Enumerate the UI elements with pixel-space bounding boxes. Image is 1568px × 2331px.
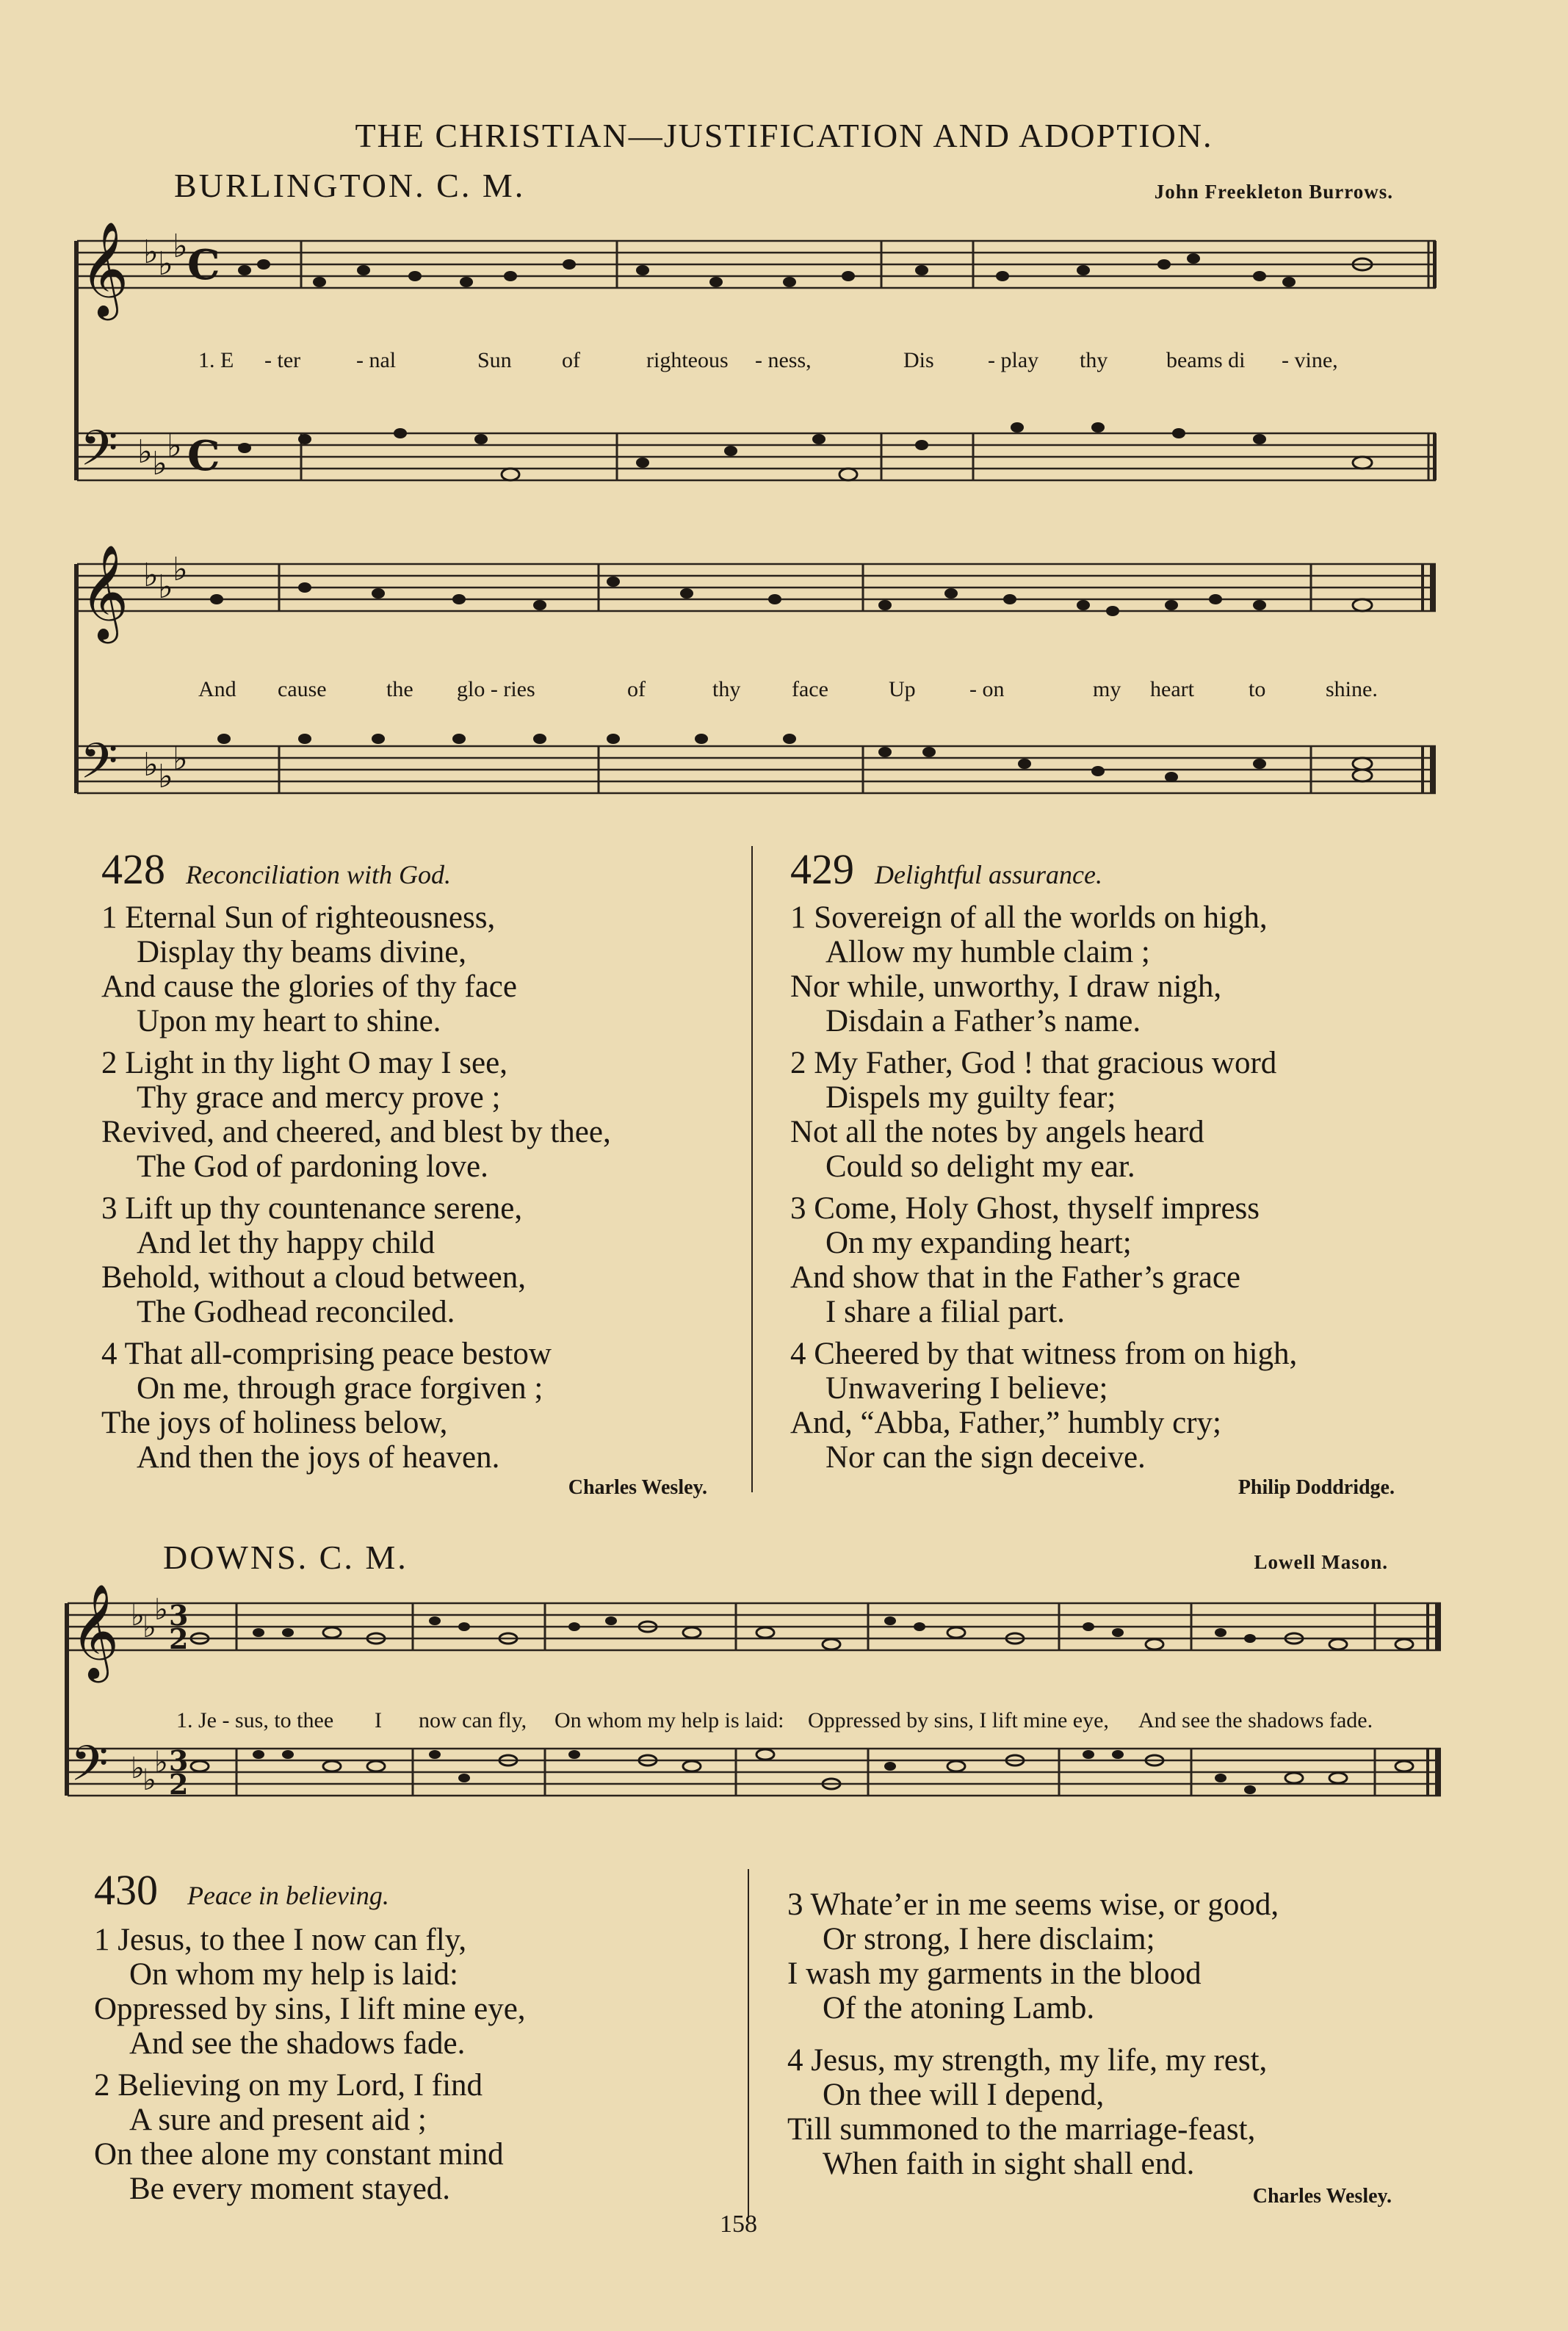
column-divider	[748, 1869, 749, 2218]
svg-text:♭: ♭	[131, 1599, 145, 1633]
verse-line: 1 Jesus, to thee I now can fly,	[94, 1923, 467, 1957]
section-title: THE CHRISTIAN—JUSTIFICATION AND ADOPTION.	[355, 117, 1213, 154]
svg-text:♭: ♭	[142, 1611, 156, 1644]
hymn-430-author: Charles Wesley.	[1252, 2185, 1392, 2208]
verse-line: 3 Lift up thy countenance serene,	[101, 1191, 523, 1226]
verse-line: On whom my help is laid:	[129, 1957, 458, 1992]
lyric-syllable: face	[792, 677, 828, 701]
svg-text:♭: ♭	[167, 427, 182, 465]
staff-system-2-svg	[70, 543, 1443, 830]
svg-text:♭: ♭	[158, 245, 173, 283]
hymn-subtitle: Delightful assurance.	[875, 860, 1102, 889]
verse-line: And see the shadows fade.	[129, 2026, 466, 2061]
verse-line: 4 Cheered by that witness from on high,	[790, 1337, 1298, 1371]
verse-line: Revived, and cheered, and blest by thee,	[101, 1115, 611, 1149]
lyric-syllable: Sun	[477, 348, 512, 372]
verse-line: 4 That all-comprising peace bestow	[101, 1337, 552, 1371]
verse-line: 4 Jesus, my strength, my life, my rest,	[787, 2043, 1268, 2078]
hymn-429-header	[790, 845, 1102, 894]
svg-text:♭: ♭	[131, 1752, 145, 1785]
svg-text:C: C	[187, 432, 220, 480]
verse-line: And, “Abba, Father,” humbly cry;	[790, 1406, 1221, 1440]
hymn-number: 428	[101, 845, 165, 893]
svg-text:♭: ♭	[158, 758, 173, 795]
verse-line: And let thy happy child	[137, 1226, 436, 1260]
lyric-syllable: And see the shadows fade.	[1138, 1708, 1373, 1732]
lyric-syllable: heart	[1150, 677, 1194, 701]
hymn-428-header	[101, 845, 451, 894]
verse-line: Till summoned to the marriage-feast,	[787, 2112, 1256, 2147]
lyric-syllable: of	[627, 677, 646, 701]
verse-line: 2 Light in thy light O may I see,	[101, 1046, 507, 1080]
svg-text:♭: ♭	[152, 445, 167, 483]
hymn-429-text	[790, 900, 1297, 1475]
verse-line: Be every moment stayed.	[129, 2172, 451, 2206]
verse-line: I share a filial part.	[825, 1295, 1065, 1329]
svg-text:3: 3	[169, 1599, 189, 1632]
lyric-syllable: righteous	[646, 348, 729, 372]
hymn-428-author: Charles Wesley.	[568, 1476, 707, 1499]
lyric-syllable: 1. Je - sus, to thee	[176, 1708, 334, 1732]
svg-text:3: 3	[169, 1744, 189, 1777]
svg-text:♭: ♭	[173, 551, 188, 588]
music-system-2	[70, 543, 1443, 830]
verse-line: On thee will I depend,	[823, 2078, 1105, 2112]
hymn-subtitle: Peace in believing.	[187, 1881, 389, 1910]
verse-line: Unwavering I believe;	[825, 1371, 1108, 1406]
hymn-430-text-left	[94, 1923, 526, 2206]
svg-text:𝄞: 𝄞	[80, 544, 129, 640]
hymn-428-text	[101, 900, 611, 1475]
svg-text:♭: ♭	[143, 746, 159, 784]
staff-system-1-svg	[70, 220, 1443, 529]
verse-line: 1 Eternal Sun of righteousness,	[101, 900, 496, 935]
svg-text:𝄞: 𝄞	[80, 221, 129, 317]
svg-text:♭: ♭	[137, 433, 153, 471]
svg-text:♭: ♭	[143, 557, 159, 594]
lyric-syllable: And	[198, 677, 236, 701]
lyric-syllable: 1. E	[198, 348, 234, 372]
verse-line: The Godhead reconciled.	[137, 1295, 455, 1329]
lyric-syllable: thy	[1080, 348, 1108, 372]
svg-text:𝄞: 𝄞	[71, 1583, 120, 1679]
hymn-430-header	[94, 1865, 389, 1915]
lyric-syllable: the	[386, 677, 413, 701]
verse-line: 2 My Father, God ! that gracious word	[790, 1046, 1277, 1080]
composer-burrows: John Freekleton Burrows.	[1154, 181, 1393, 203]
verse-line: Oppressed by sins, I lift mine eye,	[94, 1992, 526, 2026]
hymn-number: 429	[790, 845, 854, 893]
lyric-syllable: Oppressed by sins, I lift mine eye,	[808, 1708, 1109, 1732]
verse-line: Could so delight my ear.	[825, 1149, 1135, 1184]
lyric-syllable: now can fly,	[419, 1708, 527, 1732]
lyric-syllable: I	[375, 1708, 382, 1732]
hymn-430-text-right	[787, 1887, 1279, 2181]
hymn-429-author: Philip Doddridge.	[1238, 1476, 1395, 1499]
lyric-syllable: beams di	[1166, 348, 1246, 372]
tune-name-burlington: BURLINGTON. C. M.	[174, 167, 526, 204]
svg-text:♭: ♭	[173, 228, 188, 265]
verse-line: Nor while, unworthy, I draw nigh,	[790, 969, 1222, 1004]
lyric-syllable: to	[1249, 677, 1266, 701]
lyric-syllable: of	[562, 348, 580, 372]
lyric-syllable: - play	[988, 348, 1039, 372]
lyric-syllable: Up	[889, 677, 916, 701]
verse-line: 1 Sovereign of all the worlds on high,	[790, 900, 1268, 935]
verse-line: I wash my garments in the blood	[787, 1956, 1202, 1991]
svg-text:♭: ♭	[142, 1763, 156, 1797]
music-system-1	[70, 220, 1443, 529]
verse-line: A sure and present aid ;	[129, 2103, 427, 2137]
tune-name-downs: DOWNS. C. M.	[163, 1539, 408, 1576]
verse-line: Allow my humble claim ;	[825, 935, 1150, 969]
lyric-syllable: Dis	[903, 348, 934, 372]
verse-line: And show that in the Father’s grace	[790, 1260, 1241, 1295]
verse-line: Or strong, I here disclaim;	[823, 1922, 1155, 1956]
verse-line: 3 Come, Holy Ghost, thyself impress	[790, 1191, 1260, 1226]
verse-line: The joys of holiness below,	[101, 1406, 448, 1440]
verse-line: Of the atoning Lamb.	[823, 1991, 1095, 2025]
svg-text:2: 2	[169, 1622, 189, 1655]
verse-line: And cause the glories of thy face	[101, 969, 517, 1004]
svg-text:♭: ♭	[173, 740, 188, 778]
column-divider	[751, 846, 753, 1492]
verse-line: 2 Believing on my Lord, I find	[94, 2068, 483, 2103]
lyric-syllable: my	[1093, 677, 1121, 701]
verse-line: Not all the notes by angels heard	[790, 1115, 1204, 1149]
verse-line: When faith in sight shall end.	[823, 2147, 1195, 2181]
svg-text:2: 2	[169, 1768, 189, 1801]
composer-mason: Lowell Mason.	[1254, 1551, 1388, 1573]
lyric-syllable: shine.	[1326, 677, 1378, 701]
lyric-syllable: - vine,	[1282, 348, 1338, 372]
verse-line: Display thy beams divine,	[137, 935, 467, 969]
verse-line: Disdain a Father’s name.	[825, 1004, 1141, 1038]
hymn-subtitle: Reconciliation with God.	[186, 860, 451, 889]
verse-line: Behold, without a cloud between,	[101, 1260, 526, 1295]
verse-line: 3 Whate’er in me seems wise, or good,	[787, 1887, 1279, 1922]
lyric-syllable: cause	[278, 677, 327, 701]
lyric-syllable: - nal	[356, 348, 397, 372]
hymn-number: 430	[94, 1866, 158, 1914]
svg-text:♭: ♭	[158, 568, 173, 606]
lyric-syllable: - ness,	[755, 348, 812, 372]
svg-text:♭: ♭	[154, 1593, 168, 1627]
svg-text:𝄢: 𝄢	[80, 420, 118, 488]
verse-line: Thy grace and mercy prove ;	[137, 1080, 501, 1115]
verse-line: On thee alone my constant mind	[94, 2137, 504, 2172]
verse-line: Dispels my guilty fear;	[825, 1080, 1116, 1115]
verse-line: On me, through grace forgiven ;	[137, 1371, 543, 1406]
svg-text:𝄢: 𝄢	[71, 1735, 109, 1804]
svg-text:♭: ♭	[154, 1746, 168, 1779]
verse-line: On my expanding heart;	[825, 1226, 1132, 1260]
page-number: 158	[720, 2211, 757, 2238]
verse-line: The God of pardoning love.	[137, 1149, 488, 1184]
verse-line: Nor can the sign deceive.	[825, 1440, 1146, 1475]
lyric-syllable: glo - ries	[457, 677, 535, 701]
lyric-syllable: thy	[712, 677, 741, 701]
lyric-syllable: - ter	[264, 348, 301, 372]
lyric-syllable: On whom my help is laid:	[554, 1708, 784, 1732]
svg-text:𝄢: 𝄢	[80, 733, 118, 801]
svg-text:C: C	[187, 241, 220, 289]
svg-text:♭: ♭	[143, 234, 159, 271]
verse-line: Upon my heart to shine.	[137, 1004, 441, 1038]
verse-line: And then the joys of heaven.	[137, 1440, 500, 1475]
lyric-syllable: - on	[969, 677, 1005, 701]
